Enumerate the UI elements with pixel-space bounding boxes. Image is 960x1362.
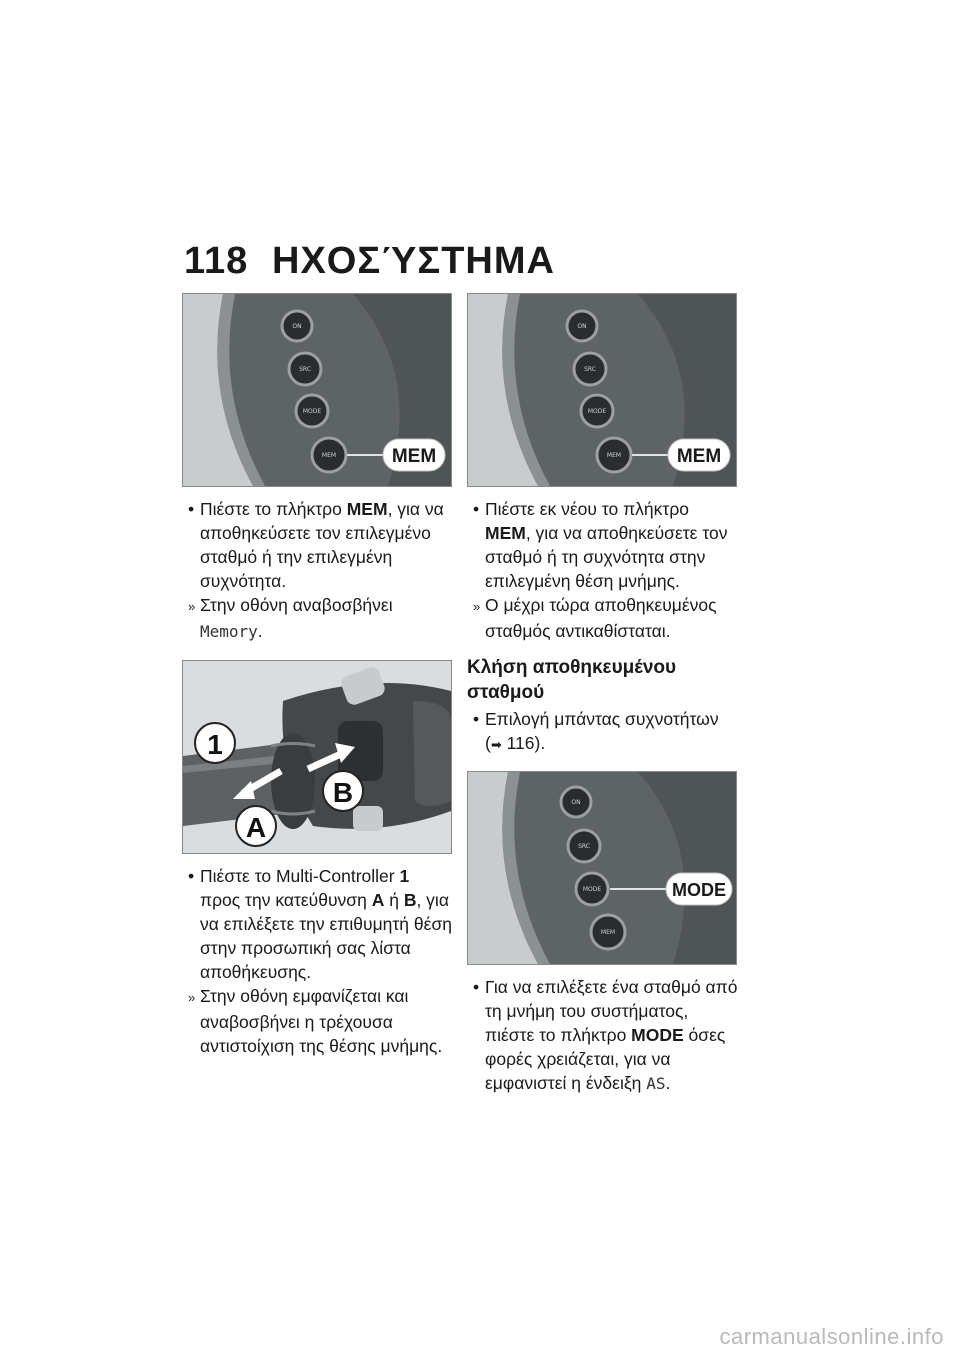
button-label-src: SRC <box>584 366 596 373</box>
result-assignment-flashes: » Στην οθόνη εμφανίζεται και αναβοσβήνει η τρέχουσα αντιστοίχιση της θέσης μνήμης. <box>188 986 443 1056</box>
figure-mem-button-again <box>467 293 737 487</box>
key-mem: MEM <box>346 499 388 519</box>
page-ref-arrow-icon: ➡ <box>490 737 502 752</box>
section-title-recall-station: Κλήση αποθηκευμένου σταθμού <box>467 657 677 703</box>
page-number: 118 <box>184 240 249 282</box>
page-title: ΗΧΟΣΎΣΤΗΜΑ <box>272 240 555 282</box>
bullet-marker: • <box>473 977 480 997</box>
callout-a: A <box>245 812 267 843</box>
key-1: 1 <box>399 866 410 886</box>
figure-mem-button <box>182 293 452 487</box>
button-label-src: SRC <box>578 843 590 850</box>
right-column <box>467 293 739 1096</box>
button-label-mode: MODE <box>582 886 602 893</box>
result-marker: » <box>188 990 196 1005</box>
button-label-mode: MODE <box>302 408 322 415</box>
instruction-press-mem-again: • Πιέστε εκ νέου το πλήκτρο MEM, για να αποθηκεύσετε τον σταθμό ή τη συχνότητα στην επιλεγμένη θέση μνήμης. <box>473 499 728 591</box>
figure-mode-button-illustration <box>468 772 736 964</box>
callout-b: B <box>332 777 354 808</box>
instruction-press-mem: • Πιέστε το πλήκτρο MEM, για να αποθηκεύσετε τον επιλεγμένο σταθμό ή την επιλεγμένη συχνότητα. <box>188 499 444 591</box>
figure-multi-controller-illustration <box>183 661 451 853</box>
button-label-mem: MEM <box>606 452 622 459</box>
callout-1: 1 <box>207 729 223 760</box>
bullet-marker: • <box>473 499 480 519</box>
watermark: carmanualsonline.info <box>719 1324 944 1349</box>
figure-mem-button-again-illustration <box>468 294 736 486</box>
button-label-on: ON <box>577 323 587 330</box>
key-mem: MEM <box>485 523 526 543</box>
page-header <box>184 240 555 283</box>
figure-multi-controller <box>182 660 452 854</box>
instruction-press-mode: • Για να επιλέξετε ένα σταθμό από τη μνήμη του συστήματος, πιέστε το πλήκτρο MODE όσες φορές χρειάζεται, για να εμφανιστεί η ένδειξη AS. <box>473 977 738 1093</box>
result-marker: » <box>473 599 481 614</box>
button-label-on: ON <box>292 323 302 330</box>
bullet-marker: • <box>188 866 195 886</box>
bullet-marker: • <box>188 499 195 519</box>
display-text-memory: Memory <box>200 622 258 641</box>
button-label-on: ON <box>571 799 581 806</box>
callout-mem: MEM <box>391 446 437 467</box>
key-b: B <box>403 890 417 910</box>
display-text-as: AS <box>646 1074 666 1093</box>
key-a: A <box>371 890 385 910</box>
button-label-mode: MODE <box>587 408 607 415</box>
button-label-mem: MEM <box>600 929 616 936</box>
key-mode: MODE <box>631 1025 684 1045</box>
page-ref-link[interactable]: 116 <box>501 733 535 753</box>
callout-mem: MEM <box>676 446 722 467</box>
left-column <box>182 293 454 1058</box>
instruction-select-band: • Επιλογή μπάντας συχνοτήτων (➡ 116). <box>473 709 719 753</box>
result-station-replaced: » Ο μέχρι τώρα αποθηκευμένος σταθμός αντικαθίσταται. <box>473 595 717 641</box>
figure-mem-button-illustration <box>183 294 451 486</box>
figure-mode-button <box>467 771 737 965</box>
button-label-src: SRC <box>299 366 311 373</box>
result-marker: » <box>188 599 196 614</box>
callout-mode: MODE <box>672 880 726 900</box>
instruction-press-multi-controller: • Πιέστε το Multi-Controller 1 προς την κατεύθυνση A ή B, για να επιλέξετε την επιθυμητή θέση στην προσωπική σας λίστα αποθήκευσης. <box>188 866 452 982</box>
button-label-mem: MEM <box>321 452 337 459</box>
bullet-marker: • <box>473 709 480 729</box>
result-memory-flashes: » Στην οθόνη αναβοσβήνει Memory. <box>188 595 393 641</box>
